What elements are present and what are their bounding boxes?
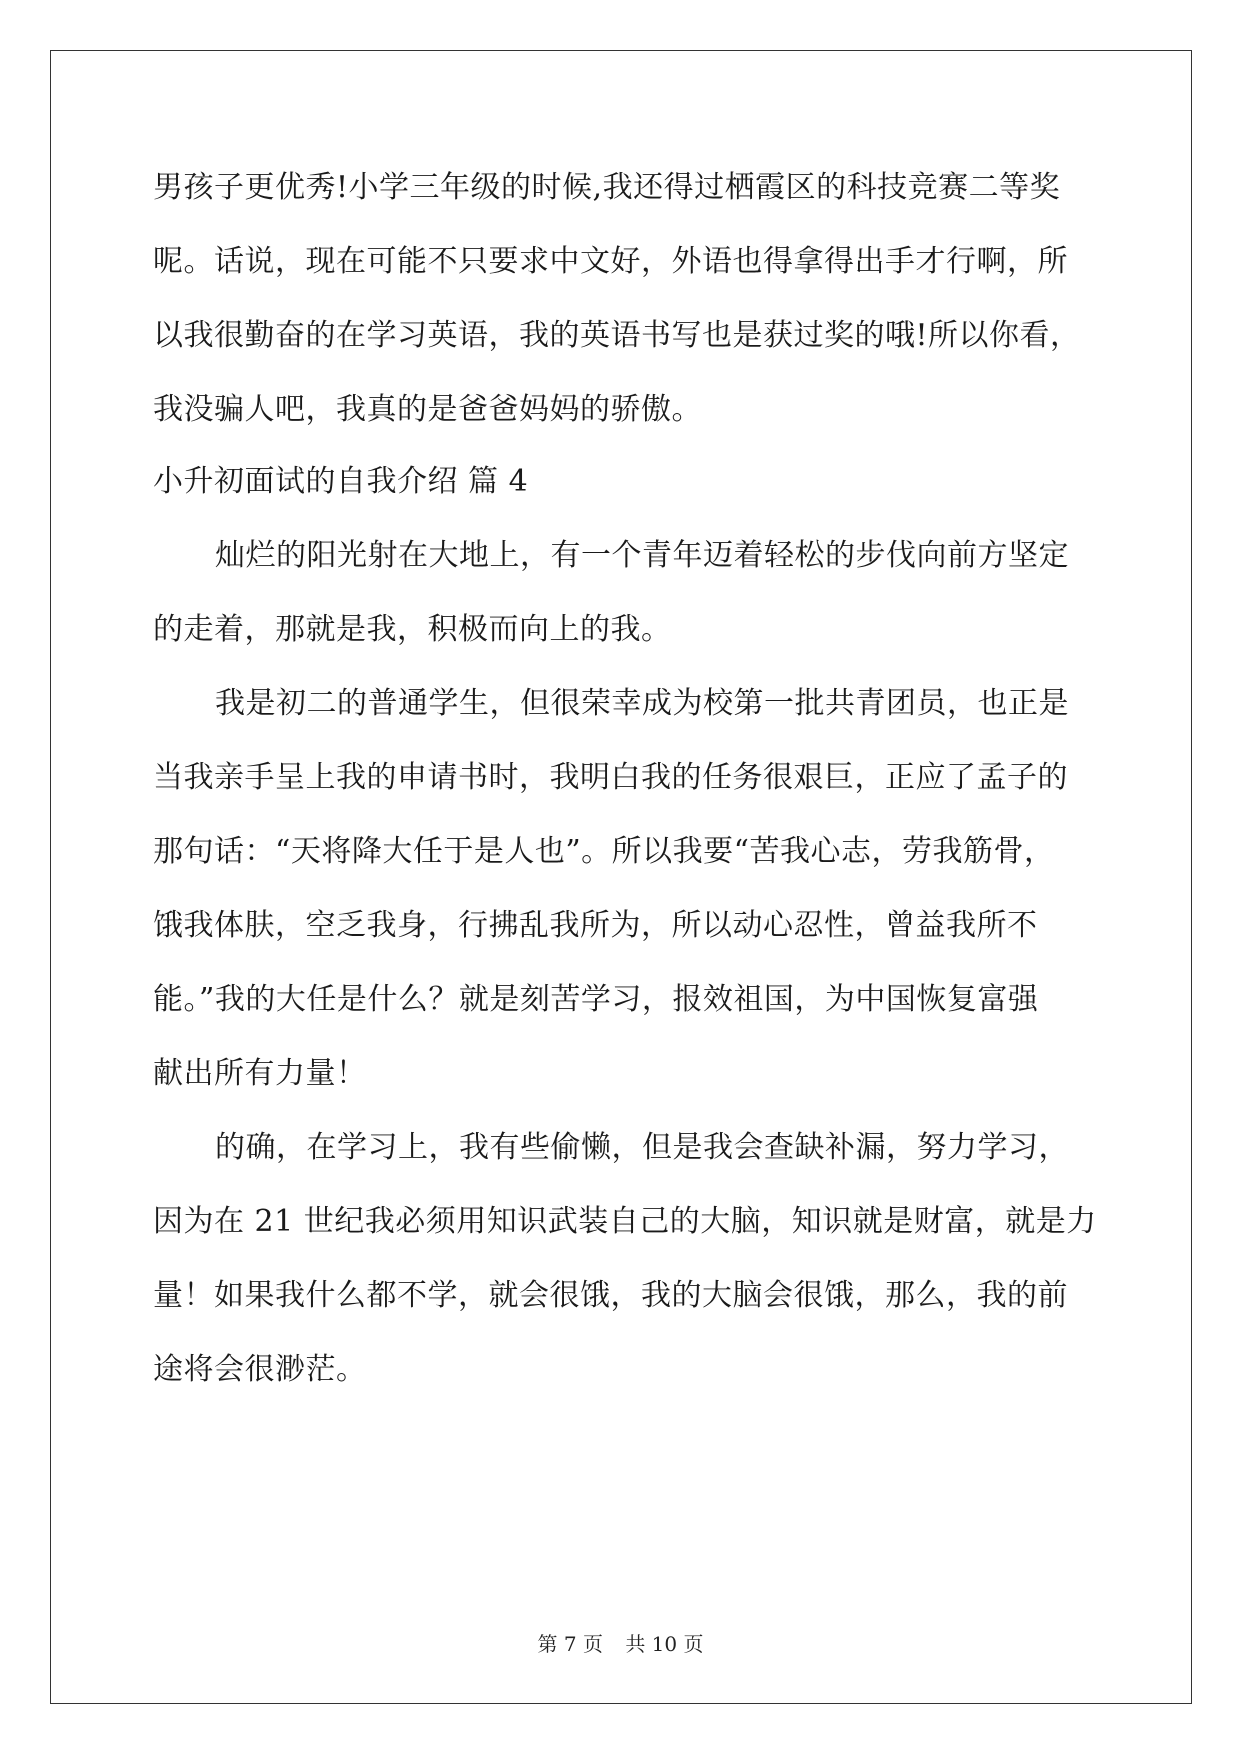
- body-line: 当我亲手呈上我的申请书时，我明白我的任务很艰巨，正应了孟子的: [153, 760, 1068, 795]
- page-border: [50, 50, 1192, 1704]
- section-heading: 小升初面试的自我介绍 篇 4: [153, 464, 529, 499]
- body-line: 灿烂的阳光射在大地上，有一个青年迈着轻松的步伐向前方坚定: [215, 538, 1069, 573]
- body-line: 的走着，那就是我，积极而向上的我。: [153, 612, 672, 647]
- page-footer: [0, 1630, 1241, 1658]
- body-line: 那句话：“天将降大任于是人也”。所以我要“苦我心志，劳我筋骨，: [153, 834, 1055, 869]
- page-number-current: 第 7 页: [537, 1632, 603, 1656]
- body-line: 以我很勤奋的在学习英语，我的英语书写也是获过奖的哦!所以你看，: [153, 318, 1081, 353]
- body-line: 量！如果我什么都不学，就会很饿，我的大脑会很饿，那么，我的前: [153, 1278, 1068, 1313]
- body-line: 男孩子更优秀!小学三年级的时候,我还得过栖霞区的科技竞赛二等奖: [153, 170, 1061, 205]
- page-number-total: 共 10 页: [625, 1632, 704, 1656]
- body-line: 因为在 21 世纪我必须用知识武装自己的大脑，知识就是财富，就是力: [153, 1204, 1097, 1239]
- body-line: 的确，在学习上，我有些偷懒，但是我会查缺补漏，努力学习，: [215, 1130, 1069, 1165]
- body-line: 献出所有力量！: [153, 1056, 367, 1091]
- body-line: 我没骗人吧，我真的是爸爸妈妈的骄傲。: [153, 392, 702, 427]
- body-line: 呢。话说，现在可能不只要求中文好，外语也得拿得出手才行啊，所: [153, 244, 1068, 279]
- body-line: 途将会很渺茫。: [153, 1352, 367, 1387]
- body-line: 饿我体肤，空乏我身，行拂乱我所为，所以动心忍性，曾益我所不: [153, 908, 1038, 943]
- body-line: 我是初二的普通学生，但很荣幸成为校第一批共青团员，也正是: [215, 686, 1069, 721]
- body-line: 能。”我的大任是什么？就是刻苦学习，报效祖国，为中国恢复富强: [153, 982, 1039, 1017]
